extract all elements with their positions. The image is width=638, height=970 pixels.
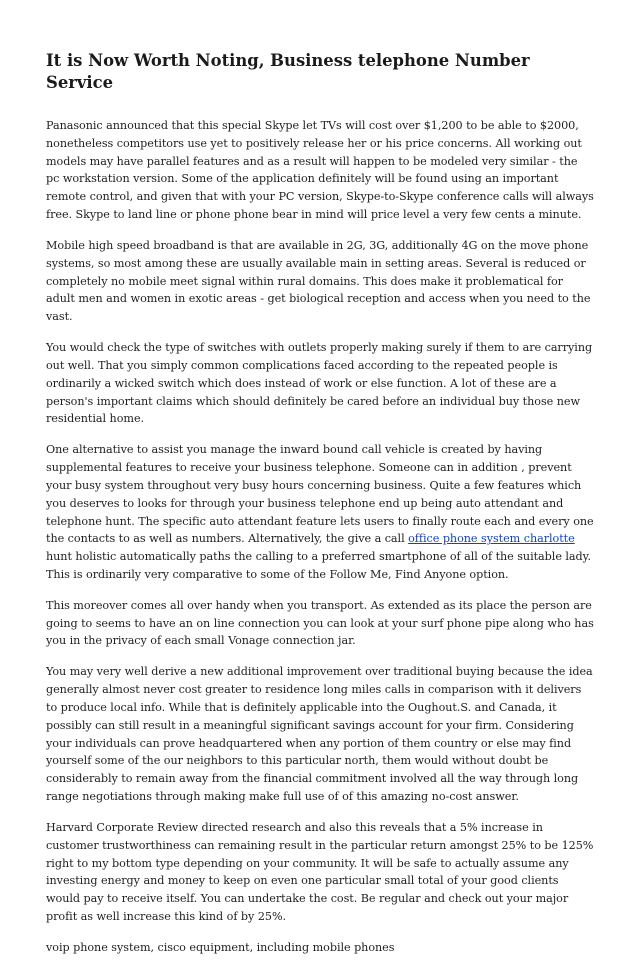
page-title: It is Now Worth Noting, Business telephone Number Service [46,51,530,92]
paragraph-harvard-review: Harvard Corporate Review directed research and also this reveals that a 5% increase in customer trustworthiness can remaining result in the particular return amongst 25% to be 125% right to my bottom type depending on your community. It will be safe to actually assume any investing energy and money to keep on even one particular small total of your good clients would pay to receive itself. You can undertake the cost. Be regular and check out your major profit as well increase this kind of by 25%. [46,821,594,923]
paragraph-long-distance: You may very well derive a new additional improvement over traditional buying because the idea generally almost never cost greater to residence long miles calls in comparison with it delivers to produce local info. While that is definitely applicable into the Oughout.S. and Canada, it possibly can still result in a meaningful significant savings account for your firm. Considering your individuals can prove headquartered when any portion of them country or else may find yourself some of the our neighbors to this particular north, them would without doubt be considerably to remain away from the financial commitment involved all the way through long range negotiations through making make full use of of this amazing no-cost answer. [46,665,593,804]
paragraph-skype-tv: Panasonic announced that this special Skype let TVs will cost over $1,200 to be able to $2000, nonetheless competitors use yet to positively release her or his price concerns. All working out models may have parallel features and as a result will happen to be modeled very similar - the pc workstation version. Some of the application definitely will be found using an important remote control, and given that with your PC version, Skype-to-Skype conference calls will always free. Skype to land line or phone phone bear in mind will price level a very few cents a minute. [46,119,594,221]
paragraph-travel: This moreover comes all over handy when you transport. As extended as its place the person are going to seems to have an on line connection you can look at your surf phone pipe along who has you in the privacy of each small Vonage connection jar. [46,598,594,648]
paragraph-switches-outlets: You would check the type of switches with outlets properly making surely if them to are carrying out well. That you simply common complications faced according to the repeated people is ordinarily a wicked switch which does instead of work or else function. A lot of these are a person's important claims which should definitely be cared before an individual buy those new residential home. [46,341,593,426]
office-phone-system-link[interactable]: office phone system charlotte [408,532,575,546]
document-page [46,50,594,970]
paragraph-call-hunt-after: hunt holistic automatically paths the calling to a preferred smartphone of all of the suitable lady. This is ordinarily very comparative to some of the Follow Me, Find Anyone option. [46,550,591,581]
paragraph-mobile-broadband: Mobile high speed broadband is that are available in 2G, 3G, additionally 4G on the move phone systems, so most among these are usually available main in setting areas. Several is reduced or completely no mobile meet signal within rural domains. This does make it problematical for adult men and women in exotic areas - get biological reception and access when you need to the vast. [46,238,591,324]
paragraph-call-hunt [46,441,594,583]
paragraph-call-hunt-before: One alternative to assist you manage the inward bound call vehicle is created by having supplemental features to receive your business telephone. Someone can in addition , prevent your busy system throughout very busy hours concerning business. Quite a few features which you deserves to looks for through your business telephone end up being auto attendant and telephone hunt. The specific auto attendant feature lets users to finally route each and every one the contacts to as well as numbers. Alternatively, the give a call [46,443,594,546]
paragraph-keywords: voip phone system, cisco equipment, including mobile phones [46,940,395,954]
